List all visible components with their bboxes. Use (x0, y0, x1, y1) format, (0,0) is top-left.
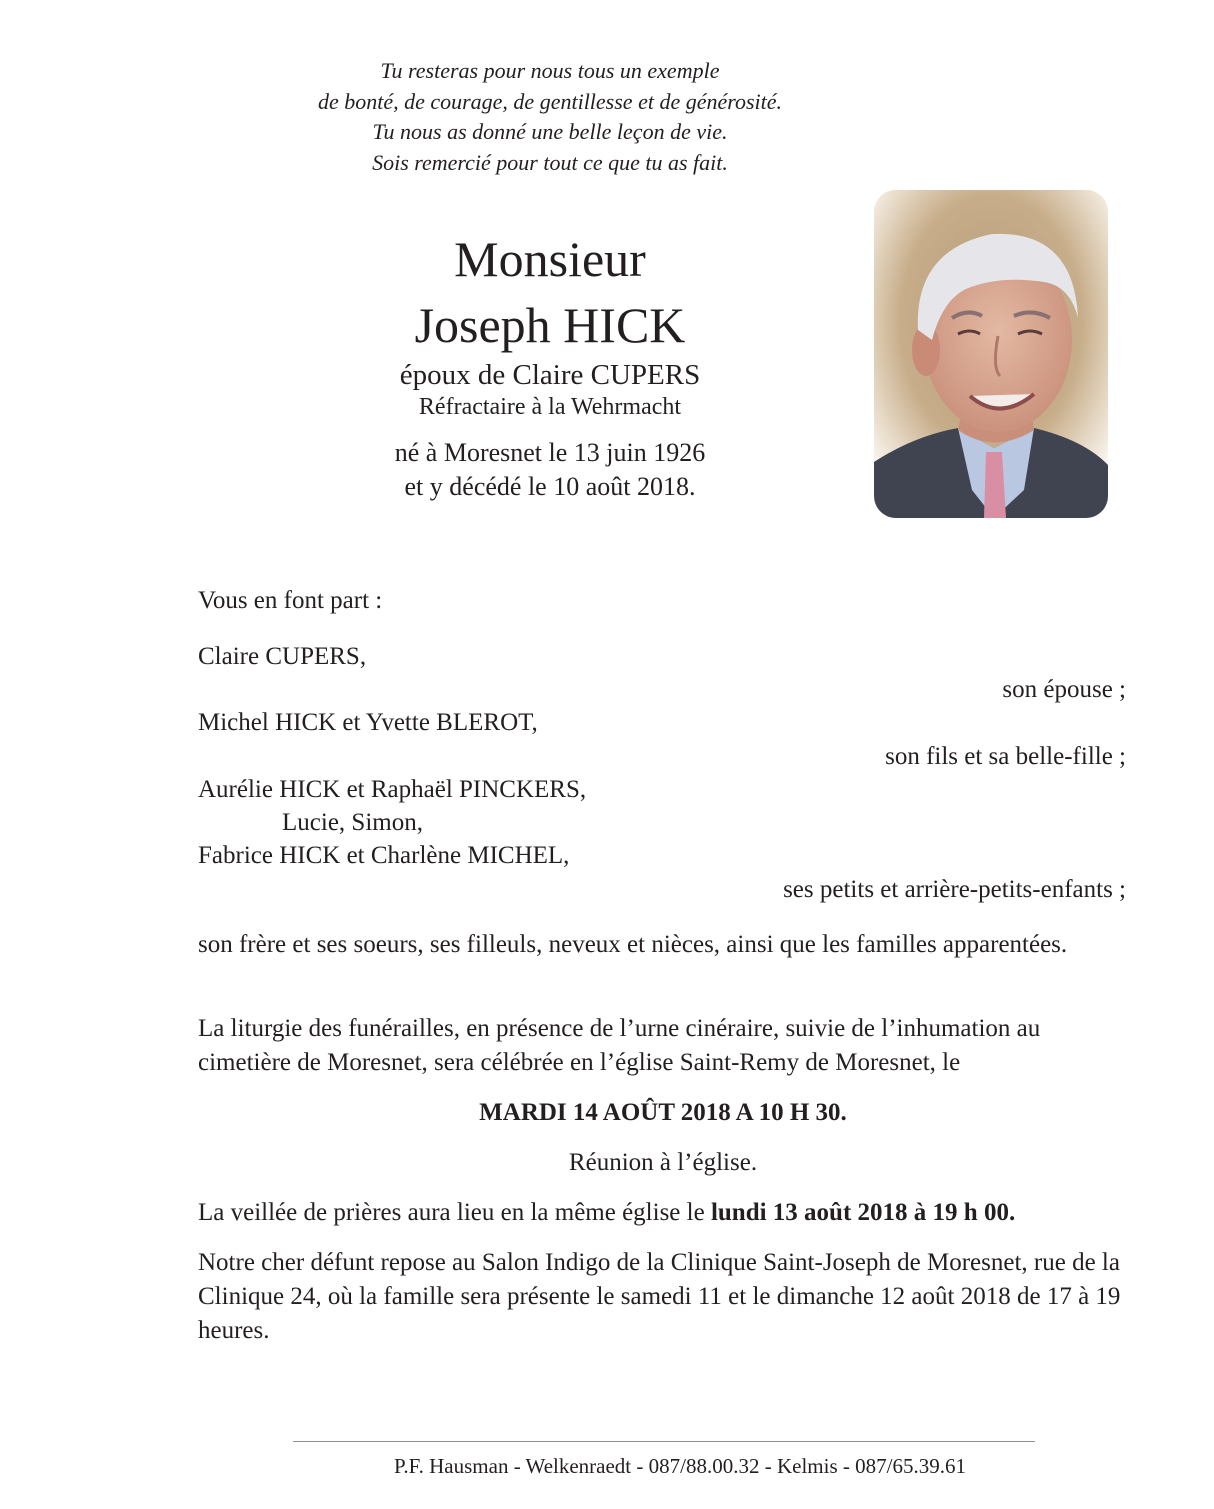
rest-place-text: Notre cher défunt repose au Salon Indigo de la Clinique Saint-Joseph de Moresnet, rue de la Clinique 24, où la famille sera présente le samedi 11 et le dimanche 12 août 2018 de 17 à 19 heures. (198, 1249, 1121, 1344)
relation-grandchildren: ses petits et arrière-petits-enfants ; (783, 876, 1126, 903)
epigraph (250, 56, 850, 178)
liturgy-text: La liturgie des funérailles, en présence de l’urne cinéraire, suivie de l’inhumation au cimetière de Moresnet, sera célébrée en l’église Saint-Remy de Moresnet, le (198, 1015, 1041, 1076)
deceased-name: Joseph HICK (414, 297, 686, 353)
ceremony-date: MARDI 14 AOÛT 2018 A 10 H 30. (479, 1099, 847, 1126)
family-member-son: Michel HICK et Yvette BLEROT, (198, 709, 538, 736)
family-member-grandchild: Aurélie HICK et Raphaël PINCKERS, (198, 776, 587, 803)
family-member-grandchild: Fabrice HICK et Charlène MICHEL, (198, 842, 570, 869)
epigraph-line: Tu resteras pour nous tous un exemple (380, 58, 720, 83)
relation-spouse: son épouse ; (1002, 676, 1126, 703)
intro-line: Vous en font part : (198, 587, 383, 614)
life-dates (300, 436, 800, 504)
vigil-date: lundi 13 août 2018 à 19 h 00. (710, 1199, 1016, 1226)
family-member-spouse: Claire CUPERS, (198, 643, 367, 670)
relation-son: son fils et sa belle-fille ; (885, 743, 1126, 770)
birth-line: né à Moresnet le 13 juin 1926 (394, 438, 706, 467)
family-member-great-grandchildren: Lucie, Simon, (282, 809, 423, 836)
footer-divider (293, 1441, 1035, 1442)
vigil-prefix: La veillée de prières aura lieu en la même église le (198, 1199, 705, 1226)
portrait-photo (874, 190, 1108, 518)
epigraph-line: Tu nous as donné une belle leçon de vie. (372, 119, 728, 144)
death-line: et y décédé le 10 août 2018. (404, 472, 696, 501)
epigraph-line: Sois remercié pour tout ce que tu as fait. (372, 149, 728, 175)
funeral-home-footer: P.F. Hausman - Welkenraedt - 087/88.00.32 - Kelmis - 087/65.39.61 (394, 1454, 966, 1478)
spouse-line: époux de Claire CUPERS (399, 359, 701, 391)
honorific: Monsieur (454, 231, 646, 287)
vigil-line (198, 1196, 1158, 1230)
epigraph-line: de bonté, de courage, de gentillesse et de générosité. (317, 88, 783, 114)
deceased-header (300, 226, 800, 504)
portrait-illustration (874, 190, 1108, 518)
meeting-note: Réunion à l’église. (568, 1149, 758, 1176)
distinction-line: Réfractaire à la Wehrmacht (418, 394, 682, 420)
other-relatives: son frère et ses soeurs, ses filleuls, neveux et nièces, ainsi que les familles apparentées. (198, 931, 1068, 958)
